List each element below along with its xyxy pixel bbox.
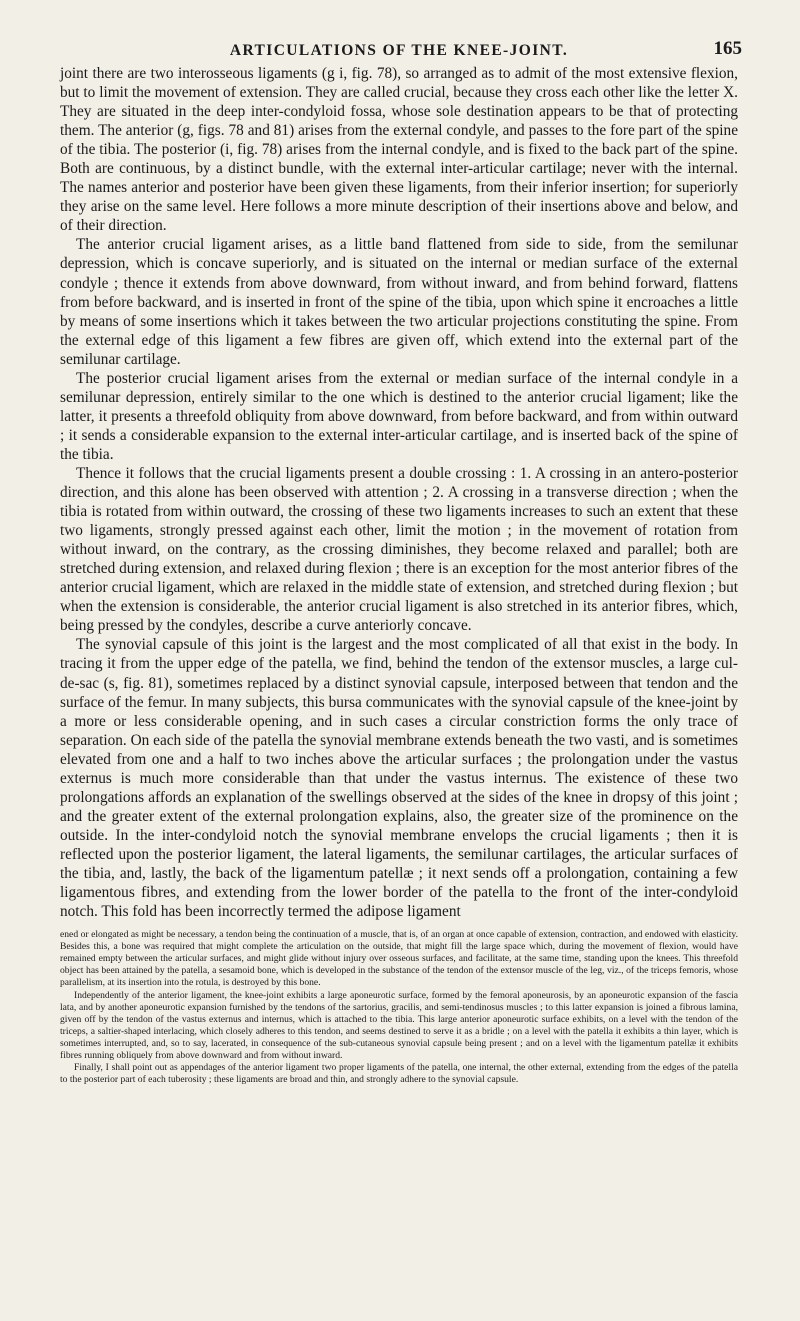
footnote-paragraph: Finally, I shall point out as appendages of the anterior ligament two proper ligaments of the patella, one internal, the other external, extending from the edges of the patella to the posterior part of each tuberosity ; these ligaments are broad and thin, and strongly adhere to the synovial capsule.	[60, 1062, 738, 1086]
running-head	[60, 0, 742, 64]
body-paragraph: Thence it follows that the crucial ligaments present a double crossing : 1. A crossing in an antero-posterior direction, and this alone has been observed with attention ; 2. A crossing in a transverse direction ; when the tibia is rotated from within outward, the crossing of these two ligaments increases to such an extent that these two ligaments, strongly pressed against each other, limit the motion ; in the movement of rotation from without inward, on the contrary, as the crossing diminishes, they become relaxed and parallel; both are stretched during extension, and relaxed during flexion ; there is an exception for the most anterior fibres of the anterior crucial ligament, which are relaxed in the middle state of extension, and stretched during flexion ; but when the extension is considerable, the anterior crucial ligament is also stretched in its anterior fibres, which, being pressed by the condyles, describe a curve anteriorly concave.	[60, 464, 738, 635]
body-paragraph: joint there are two interosseous ligaments (g i, fig. 78), so arranged as to admit of the most extensive flexion, but to limit the movement of extension. They are called crucial, because they cross each other like the letter X. They are situated in the deep inter-condyloid fossa, whose sole destination appears to be that of protecting them. The anterior (g, figs. 78 and 81) arises from the external condyle, and passes to the fore part of the spine of the tibia. The posterior (i, fig. 78) arises from the internal condyle, and is fixed to the back part of the spine. Both are continuous, by a distinct bundle, with the external inter-articular cartilage; never with the internal. The names anterior and posterior have been given these ligaments, from their inferior insertion; for superiorly they arise on the same level. Here follows a more minute description of their insertions above and below, and of their direction.	[60, 65, 738, 235]
page-number: 165	[713, 38, 742, 59]
body-paragraph: The synovial capsule of this joint is the largest and the most complicated of all that exist in the body. In tracing it from the upper edge of the patella, we find, behind the tendon of the extensor muscles, a large cul-de-sac (s, fig. 81), sometimes replaced by a distinct synovial capsule, interposed between that tendon and the surface of the femur. In many subjects, this bursa communicates with the synovial capsule of the knee-joint by a more or less considerable opening, and in such cases a circular constriction forms the only trace of separation. On each side of the patella the synovial membrane extends beneath the two vasti, and is sometimes elevated from one and a half to two inches above the articular surfaces ; the prolongation under the vastus externus is much more considerable than that under the vastus internus. The existence of these two prolongations affords an explanation of the swellings observed at the sides of the knee in dropsy of this joint ; and the greater extent of the external prolongation explains, also, the greater size of the prominence on the outside. In the inter-condyloid notch the synovial membrane envelops the crucial ligaments ; then it is reflected upon the posterior ligament, the lateral ligaments, the semilunar cartilages, the articular surfaces of the tibia, and, lastly, the back of the ligamentum patellæ ; it next sends off a prolongation, containing a few ligamentous fibres, and extending from the lower border of the patella to the front of the inter-condyloid notch. This fold has been incorrectly termed the adipose ligament	[60, 636, 738, 921]
body-paragraph: The anterior crucial ligament arises, as a little band flattened from side to side, from the semilunar depression, which is concave superiorly, and is situated on the internal or median surface of the external condyle ; thence it extends from above downward, from without inward, and from behind forward, flattens from before backward, and is inserted in front of the spine of the tibia, upon which spine it encroaches a little by means of some insertions which it takes between the two articular projections constituting the spine. From the external edge of this ligament a few fibres are given off, which extend into the external part of the semilunar cartilage.	[60, 236, 738, 368]
running-title: ARTICULATIONS OF THE KNEE-JOINT.	[229, 42, 569, 59]
footnotes	[60, 929, 738, 1086]
body-paragraph: The posterior crucial ligament arises from the external or median surface of the internal condyle in a semilunar depression, entirely similar to the one which is destined to the anterior crucial ligament; like the latter, it presents a threefold obliquity from above downward, from before backward, and from within outward ; it sends a considerable expansion to the external inter-articular cartilage, and is inserted back of the spine of the tibia.	[60, 369, 738, 463]
footnote-paragraph: ened or elongated as might be necessary, a tendon being the continuation of a muscle, that is, of an organ at once capable of extension, contraction, and endowed with elasticity. Besides this, a bone was required that might complete the articulation on the outside, that might fill the large space which, during the movement of flexion, would have remained empty between the articular surfaces, and might glide without injury over osseous surfaces, and facilitate, at the same time, standing upon the knees. This threefold object has been attained by the patella, a sesamoid bone, which is developed in the substance of the tendon of the extensor muscle of the leg, viz., of the triceps femoris, whose parallelism, at its insertion into the rotula, is destroyed by this bone.	[60, 929, 738, 989]
footnote-paragraph: Independently of the anterior ligament, the knee-joint exhibits a large aponeurotic surface, formed by the femoral aponeurosis, by an aponeurotic expansion of the fascia lata, and by another aponeurotic expansion furnished by the tendons of the sartorius, gracilis, and semi-tendinosus muscles ; to this latter expansion is joined a fibrous lamina, given off by the tendon of the vastus externus and internus, which is attached to the tibia. This large anterior aponeurotic surface exhibits, on a level with the tendon of the triceps, a saltier-shaped interlacing, which closely adheres to this tendon, and seems destined to serve it as a bridle ; on a level with the patella it exhibits a thin layer, which is sometimes interrupted, and, so to say, lacerated, in consequence of the sub-cutaneous synovial capsule being present ; and on a level with the ligamentum patellæ it exhibits fibres running obliquely from above downward and from without inward.	[60, 989, 738, 1062]
main-text	[60, 64, 738, 921]
